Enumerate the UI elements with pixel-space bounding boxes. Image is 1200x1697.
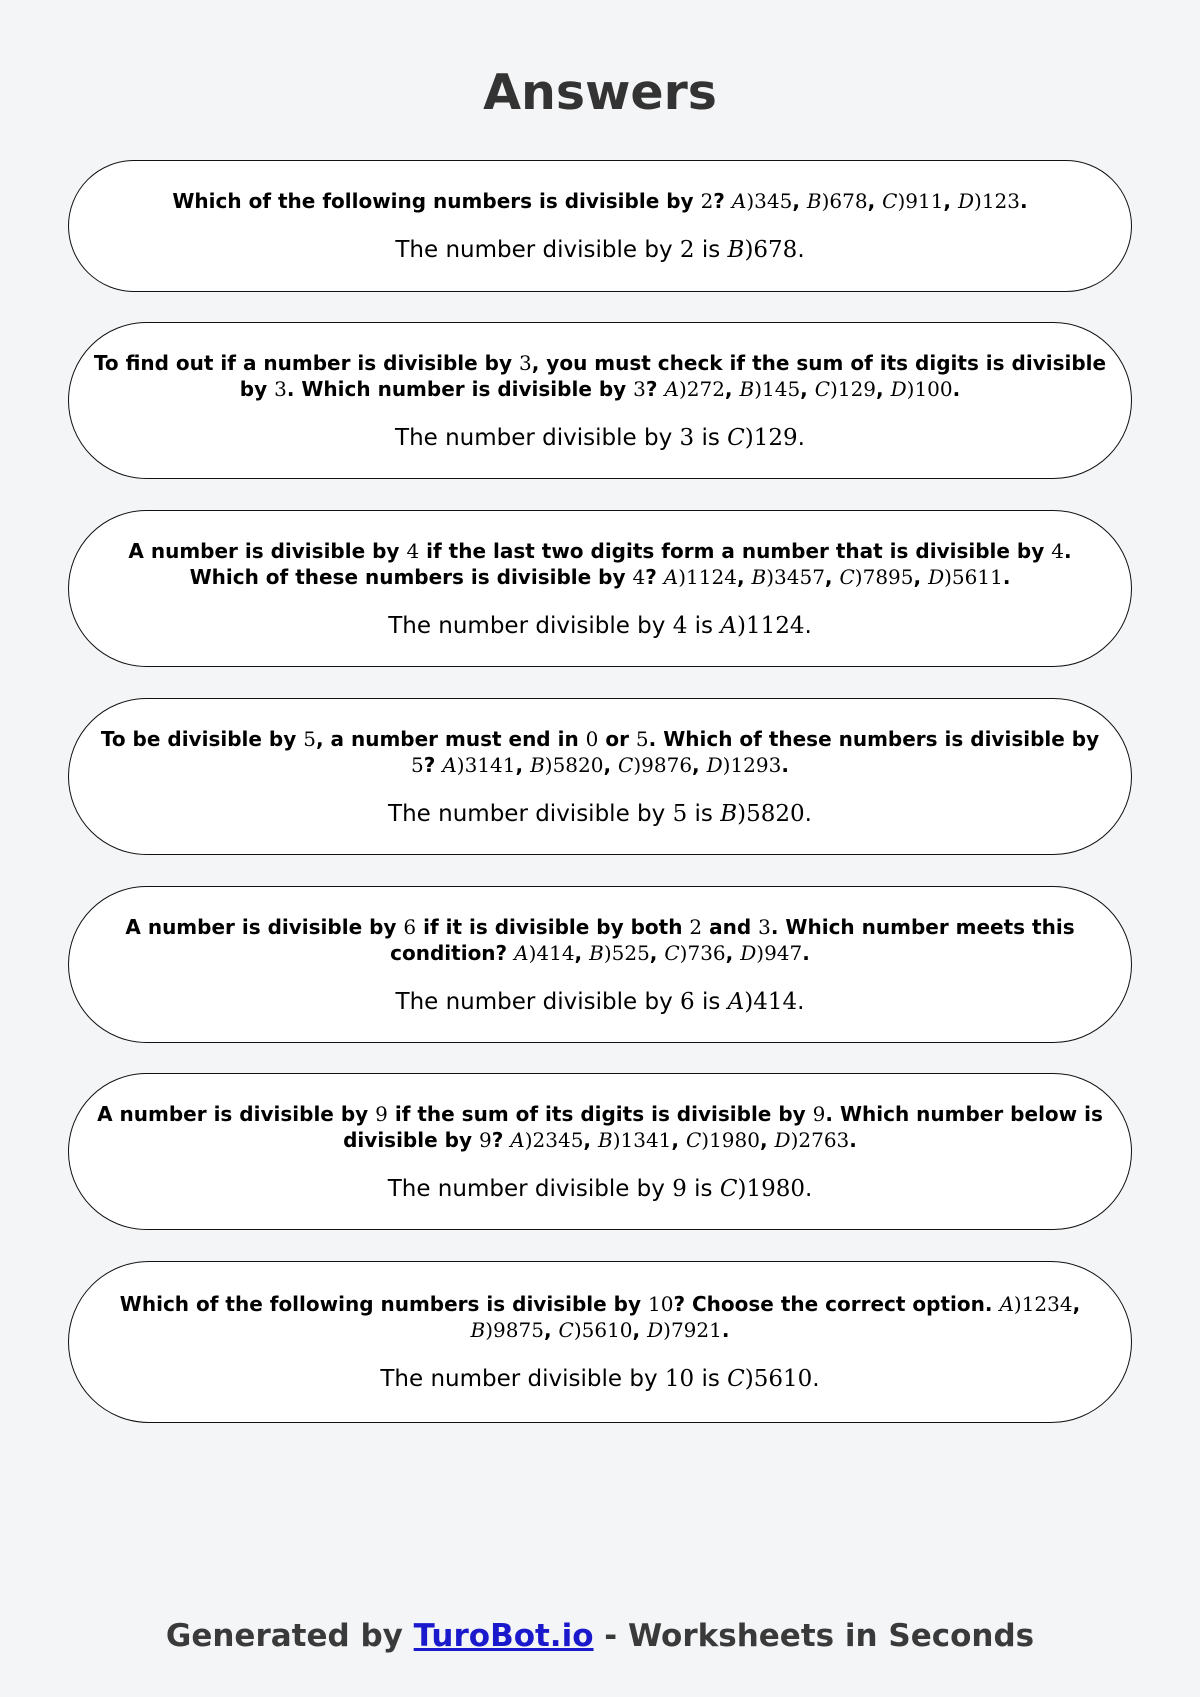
text-segment: . — [802, 940, 810, 965]
footer-prefix: Generated by — [165, 1618, 414, 1654]
text-segment: ? — [713, 189, 732, 213]
math-variable: D — [647, 1318, 664, 1342]
answer-text — [388, 1175, 813, 1203]
footer — [0, 1618, 1200, 1654]
math-segment: 9 — [375, 1101, 388, 1126]
math-segment: 10 — [647, 1292, 674, 1316]
math-segment: )129 — [744, 424, 798, 451]
math-segment: )3141 — [456, 752, 516, 777]
text-segment: , — [792, 189, 807, 213]
math-variable: C — [664, 940, 680, 965]
math-variable: A — [731, 189, 747, 213]
math-segment: )1980 — [701, 1127, 760, 1152]
math-variable: A — [442, 752, 457, 777]
answer-text — [388, 612, 812, 640]
math-segment: 4 — [406, 538, 420, 563]
answer-card-6 — [68, 1073, 1132, 1230]
math-variable: C — [685, 1127, 702, 1152]
math-segment: 2 — [689, 914, 703, 939]
text-segment: , — [574, 940, 590, 965]
math-segment: 6 — [680, 988, 695, 1015]
math-segment: )345 — [746, 189, 793, 213]
text-segment: and — [702, 914, 759, 939]
text-segment: . — [781, 752, 789, 777]
math-segment: 5 — [411, 752, 424, 777]
text-segment: To be divisible by — [100, 726, 304, 751]
answer-card-4 — [68, 698, 1132, 855]
math-segment: )2763 — [790, 1127, 850, 1152]
math-segment: 3 — [274, 376, 287, 401]
math-segment: 3 — [519, 350, 532, 375]
text-segment: The number divisible by — [388, 800, 673, 827]
math-segment: )414 — [528, 940, 575, 965]
math-variable: A — [510, 1127, 525, 1152]
math-variable: B — [720, 800, 738, 827]
text-segment: . Which of these numbers is divisible by — [648, 726, 1100, 751]
math-segment: )9876 — [633, 752, 693, 777]
math-segment: )100 — [906, 376, 953, 401]
math-variable: A — [664, 376, 679, 401]
math-segment: )678 — [744, 237, 798, 263]
math-segment: )414 — [744, 988, 798, 1015]
page-title: Answers — [483, 64, 717, 121]
text-segment: ? — [645, 564, 664, 589]
math-segment: )525 — [603, 940, 650, 965]
math-segment: )1234 — [1013, 1292, 1073, 1316]
math-variable: B — [589, 940, 604, 965]
math-segment: 5 — [672, 800, 688, 827]
text-segment: , a number must end in — [315, 726, 586, 751]
text-segment: The number divisible by — [388, 612, 673, 639]
text-segment: , — [603, 752, 619, 777]
math-segment: )5820 — [737, 800, 805, 827]
text-segment: , — [1072, 1292, 1081, 1316]
math-segment: )5820 — [544, 752, 604, 777]
math-segment: )947 — [756, 940, 803, 965]
math-segment: )1980 — [737, 1175, 805, 1202]
text-segment: ? — [423, 752, 443, 777]
math-segment: 3 — [758, 914, 771, 939]
text-segment: , — [876, 376, 891, 401]
math-variable: C — [727, 1366, 745, 1392]
math-segment: 3 — [633, 376, 646, 401]
text-segment: , — [913, 564, 929, 589]
math-variable: C — [882, 189, 898, 213]
text-segment: , — [724, 376, 740, 401]
math-variable: D — [890, 376, 907, 401]
text-segment: . — [797, 988, 805, 1015]
math-segment: )9875 — [485, 1318, 544, 1342]
math-segment: )129 — [830, 376, 877, 401]
text-segment: To find out if a number is divisible by — [93, 350, 519, 375]
math-segment: 3 — [679, 424, 695, 451]
math-segment: 2 — [700, 189, 714, 213]
math-segment: 4 — [1051, 538, 1064, 563]
answer-text — [395, 236, 804, 264]
text-segment: . — [812, 1366, 820, 1392]
text-segment: is — [694, 988, 728, 1015]
text-segment: , you must check if the sum of its digits is divisible by — [239, 350, 1107, 401]
text-segment: , — [800, 376, 815, 401]
question-text — [172, 188, 1027, 214]
math-variable: B — [470, 1318, 486, 1342]
question-text — [91, 726, 1109, 778]
text-segment: , — [867, 189, 883, 213]
math-variable: D — [706, 752, 723, 777]
math-segment: 5 — [303, 726, 316, 751]
question-text — [91, 1291, 1109, 1343]
math-segment: )145 — [754, 376, 801, 401]
answer-text — [396, 988, 805, 1016]
math-variable: B — [739, 376, 755, 401]
math-segment: 6 — [403, 914, 417, 939]
text-segment: A number is divisible by — [97, 1101, 376, 1126]
math-variable: C — [558, 1318, 574, 1342]
math-segment: 9 — [812, 1101, 826, 1126]
text-segment: , — [725, 940, 741, 965]
text-segment: . — [797, 424, 805, 451]
answer-card-3 — [68, 510, 1132, 667]
math-segment: )272 — [678, 376, 725, 401]
math-segment: )5610 — [573, 1318, 633, 1342]
math-variable: D — [740, 940, 757, 965]
math-variable: B — [530, 752, 545, 777]
math-segment: )1124 — [736, 612, 805, 639]
math-variable: A — [999, 1292, 1014, 1316]
text-segment: , — [649, 940, 665, 965]
text-segment: , — [824, 564, 840, 589]
math-variable: B — [806, 189, 822, 213]
math-segment: )5611 — [944, 564, 1003, 589]
text-segment: , — [759, 1127, 775, 1152]
math-variable: A — [720, 612, 737, 639]
text-segment: ? Choose the correct option. — [673, 1292, 1000, 1316]
math-segment: )1293 — [722, 752, 782, 777]
math-variable: C — [814, 376, 831, 401]
text-segment: is — [687, 612, 721, 639]
math-segment: )7895 — [854, 564, 914, 589]
math-segment: )911 — [897, 189, 944, 213]
footer-suffix: - Worksheets in Seconds — [593, 1618, 1035, 1654]
math-segment: 9 — [672, 1175, 687, 1202]
text-segment: . Which number meets this condition? — [390, 914, 1075, 965]
math-variable: D — [928, 564, 945, 589]
math-variable: D — [957, 189, 975, 213]
math-segment: 5 — [635, 726, 649, 751]
text-segment: . — [797, 237, 805, 263]
answer-text — [388, 800, 812, 828]
question-text — [91, 350, 1109, 402]
turobot-link[interactable]: TuroBot.io — [413, 1618, 594, 1654]
answer-card-5 — [68, 886, 1132, 1043]
text-segment: The number divisible by — [395, 988, 681, 1015]
text-segment: , — [632, 1318, 648, 1342]
math-segment: )1341 — [612, 1127, 672, 1152]
question-text — [91, 538, 1109, 590]
math-segment: 9 — [478, 1127, 492, 1152]
text-segment: , — [736, 564, 752, 589]
text-segment: is — [687, 800, 721, 827]
math-segment: 2 — [679, 237, 695, 263]
text-segment: . — [1020, 189, 1028, 213]
text-segment: , — [583, 1127, 598, 1152]
question-text — [91, 914, 1109, 966]
math-segment: )7921 — [663, 1318, 722, 1342]
text-segment: . — [804, 800, 812, 827]
text-segment: if the sum of its digits is divisible by — [387, 1101, 813, 1126]
text-segment: Which of the following numbers is divisible by — [119, 1292, 648, 1316]
math-segment: 4 — [632, 564, 646, 589]
answer-card-1 — [68, 160, 1132, 292]
text-segment: . — [721, 1318, 730, 1342]
math-variable: B — [597, 1127, 613, 1152]
text-segment: . — [952, 376, 961, 401]
text-segment: if it is divisible by both — [416, 914, 690, 939]
text-segment: A number is divisible by — [128, 538, 407, 563]
math-variable: A — [663, 564, 679, 589]
answer-text — [395, 424, 805, 452]
text-segment: is — [694, 424, 728, 451]
answer-card-2 — [68, 322, 1132, 479]
text-segment: , — [692, 752, 707, 777]
text-segment: , — [543, 1318, 559, 1342]
math-segment: 0 — [585, 726, 599, 751]
text-segment: is — [694, 1366, 728, 1392]
math-segment: )3457 — [766, 564, 825, 589]
math-variable: C — [727, 424, 745, 451]
math-segment: )5610 — [744, 1366, 813, 1392]
text-segment: , — [943, 189, 958, 213]
math-segment: 4 — [672, 612, 688, 639]
text-segment: , — [515, 752, 531, 777]
math-variable: D — [774, 1127, 791, 1152]
text-segment: or — [598, 726, 636, 751]
text-segment: . — [849, 1127, 857, 1152]
text-segment: The number divisible by — [395, 237, 680, 263]
text-segment: Which of the following numbers is divisible by — [172, 189, 701, 213]
text-segment: ? — [491, 1127, 511, 1152]
math-segment: 10 — [664, 1366, 695, 1392]
text-segment: The number divisible by — [395, 424, 680, 451]
math-segment: )2345 — [524, 1127, 584, 1152]
math-segment: )678 — [821, 189, 868, 213]
math-segment: )123 — [974, 189, 1021, 213]
text-segment: . — [804, 612, 812, 639]
text-segment: The number divisible by — [387, 1175, 673, 1202]
math-variable: C — [839, 564, 855, 589]
math-variable: B — [751, 564, 767, 589]
text-segment: A number is divisible by — [125, 914, 404, 939]
text-segment: . Which number is divisible by — [286, 376, 634, 401]
text-segment: if the last two digits form a number that is divisible by — [419, 538, 1052, 563]
text-segment: . — [1002, 564, 1011, 589]
text-segment: is — [686, 1175, 720, 1202]
question-text — [91, 1101, 1109, 1153]
math-variable: A — [727, 988, 745, 1015]
text-segment: ? — [645, 376, 665, 401]
text-segment: is — [694, 237, 728, 263]
text-segment: . Which of these numbers is divisible by — [189, 538, 1072, 589]
text-segment: The number divisible by — [380, 1366, 665, 1392]
math-variable: B — [727, 237, 745, 263]
math-variable: C — [618, 752, 634, 777]
answer-card-7 — [68, 1261, 1132, 1423]
math-variable: C — [719, 1175, 738, 1202]
text-segment: , — [671, 1127, 686, 1152]
answer-text — [380, 1365, 819, 1393]
text-segment: . Which number below is divisible by — [343, 1101, 1103, 1152]
math-segment: )736 — [679, 940, 726, 965]
math-segment: )1124 — [678, 564, 737, 589]
math-variable: A — [514, 940, 529, 965]
text-segment: . — [804, 1175, 813, 1202]
